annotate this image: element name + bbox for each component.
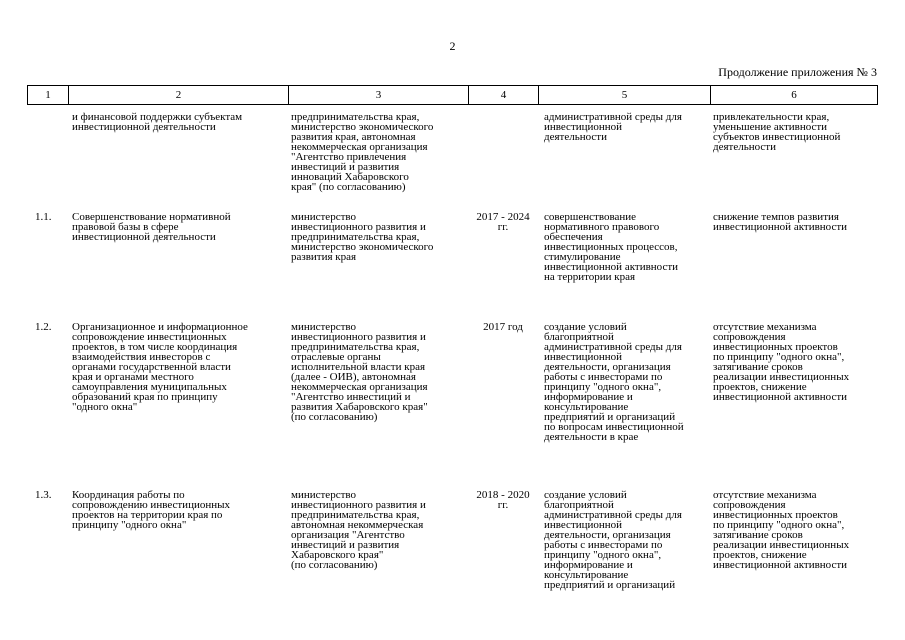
row-consequences: отсутствие механизма сопровождения инвестиционных проектов по принципу "одного окна", затягивание сроков реализации инвестиционных проектов, снижение инвестиционной активности <box>713 321 850 403</box>
row-number: 1.3. <box>35 489 52 501</box>
header-col-2: 2 <box>69 86 289 104</box>
table-header <box>27 85 878 105</box>
page-number: 2 <box>449 39 456 53</box>
header-col-4: 4 <box>469 86 539 104</box>
row-consequences: снижение темпов развития инвестиционной активности <box>713 211 848 233</box>
row-activity-name: Организационное и информационное сопровождение инвестиционных проектов, в том числе координация взаимодействия инвесторов с органами государственной власти края и органами местного самоуправления муниципальных образований края по принципу "одного окна" <box>72 321 248 413</box>
row-term: 2018 - 2020 гг. <box>476 489 530 511</box>
row-term: 2017 год <box>483 321 523 333</box>
row-number: 1.2. <box>35 321 52 333</box>
row-expected-result: совершенствование нормативного правового обеспечения инвестиционных процессов, стимулирование инвестиционной активности на территории края <box>544 211 679 283</box>
row-executor: министерство инвестиционного развития и предпринимательства края, отраслевые органы исполнительной власти края (далее - ОИВ), автономная некоммерческая организация "Агентство инвестиций и развития Хабаровского края" (по согласованию) <box>291 321 428 423</box>
row-activity-name: Совершенствование нормативной правовой базы в сфере инвестиционной деятельности <box>72 211 231 243</box>
row-executor: предпринимательства края, министерство экономического развития края, автономная некоммерческая организация "Агентство привлечения инвестиций и развития инноваций Хабаровского края" (по согласованию) <box>291 111 434 193</box>
row-number: 1.1. <box>35 211 52 223</box>
row-consequences: привлекательности края, уменьшение активности субъектов инвестиционной деятельности <box>713 111 841 153</box>
header-col-1: 1 <box>28 86 69 104</box>
header-col-5: 5 <box>539 86 711 104</box>
header-col-6: 6 <box>791 89 797 101</box>
continuation-label: Продолжение приложения № 3 <box>718 65 877 79</box>
row-term: 2017 - 2024 гг. <box>476 211 530 233</box>
row-executor: министерство инвестиционного развития и предпринимательства края, автономная некоммерческая организация "Агентство инвестиций и развития Хабаровского края" (по согласованию) <box>291 489 426 571</box>
row-executor: министерство инвестиционного развития и предпринимательства края, министерство экономического развития края <box>291 211 434 263</box>
row-expected-result: административной среды для инвестиционной деятельности <box>544 111 682 143</box>
row-activity-name: и финансовой поддержки субъектам инвестиционной деятельности <box>72 111 243 133</box>
row-consequences: отсутствие механизма сопровождения инвестиционных проектов по принципу "одного окна", затягивание сроков реализации инвестиционных проектов, снижение инвестиционной активности <box>713 489 850 571</box>
row-expected-result: создание условий благоприятной административной среды для инвестиционной деятельности, организация работы с инвесторами по принципу "одного окна", информирование и консультирование предприятий и организаций <box>544 489 682 591</box>
header-col-3: 3 <box>289 86 469 104</box>
row-activity-name: Координация работы по сопровождению инвестиционных проектов на территории края по принципу "одного окна" <box>72 489 231 531</box>
row-expected-result: создание условий благоприятной административной среды для инвестиционной деятельности, организация работы с инвесторами по принципу "одного окна", информирование и консультирование предприятий и организаций по вопросам инвестиционной деятельности в крае <box>544 321 684 443</box>
